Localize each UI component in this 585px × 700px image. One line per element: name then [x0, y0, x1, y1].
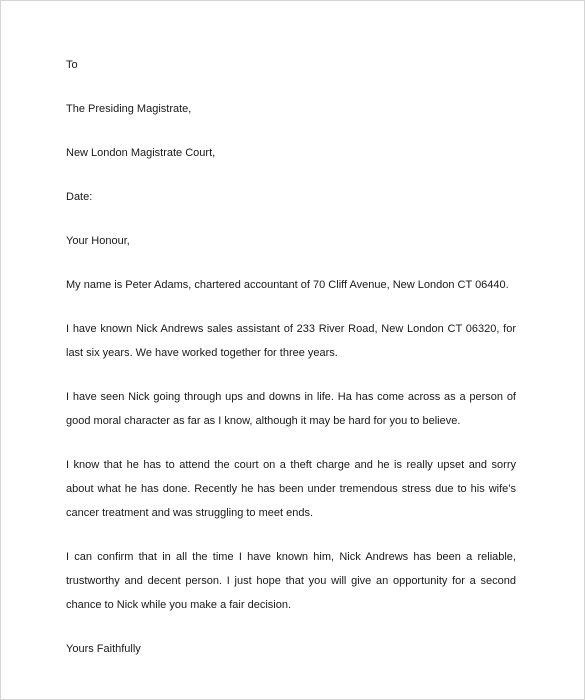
- recipient-court: New London Magistrate Court,: [66, 147, 216, 159]
- paragraph-intro: My name is Peter Adams, chartered accountant of 70 Cliff Avenue, New London CT 06440.: [66, 279, 509, 291]
- letter-body: [66, 53, 516, 661]
- greeting: Your Honour,: [66, 235, 130, 247]
- paragraph-acquaintance: I have known Nick Andrews sales assistant of 233 River Road, New London CT 06320, for last six years. We have worked together for three years.: [66, 323, 516, 359]
- to-line: To: [66, 59, 78, 71]
- recipient-title: The Presiding Magistrate,: [66, 103, 192, 115]
- closing: Yours Faithfully: [66, 643, 141, 655]
- paragraph-character: I have seen Nick going through ups and downs in life. Ha has come across as a person of good moral character as far as I know, although it may be hard for you to believe.: [66, 391, 516, 427]
- paragraph-circumstances: I know that he has to attend the court on a theft charge and he is really upset and sorry about what he has done. Recently he has been under tremendous stress due to his wife’s cancer treatment and was struggling to meet ends.: [66, 459, 516, 519]
- paragraph-confirmation: I can confirm that in all the time I have known him, Nick Andrews has been a reliable, trustworthy and decent person. I just hope that you will give an opportunity for a second chance to Nick while you make a fair decision.: [66, 551, 516, 611]
- date-line: Date:: [66, 191, 93, 203]
